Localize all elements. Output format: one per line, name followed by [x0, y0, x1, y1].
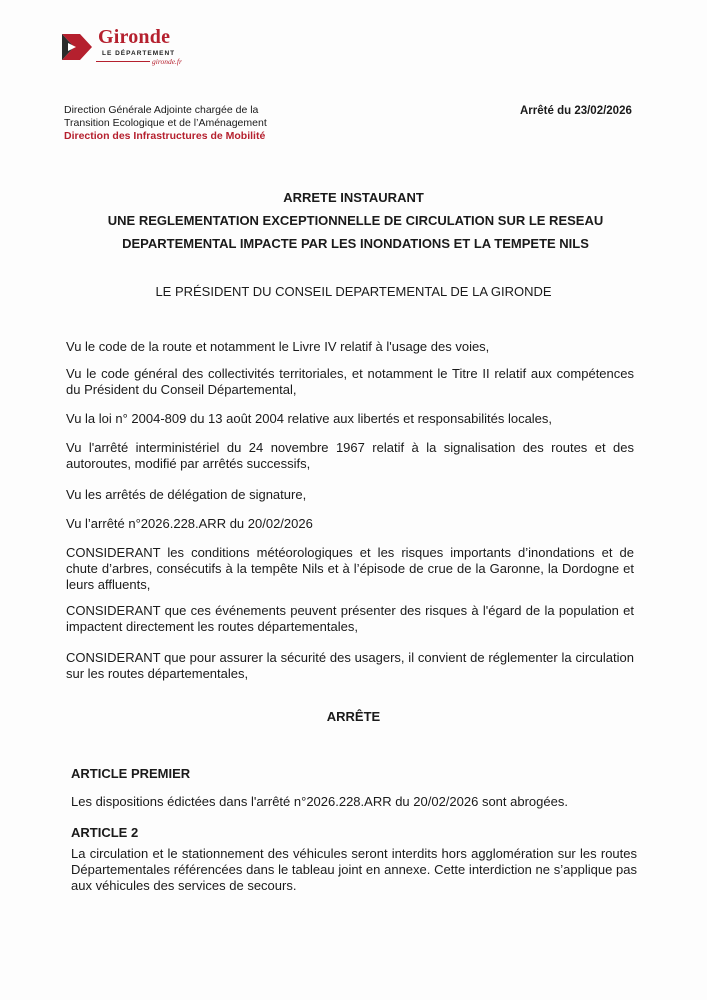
considerant-risques: CONSIDERANT que ces événements peuvent présenter des risques à l'égard de la population et impactent directement les routes départementales, [66, 603, 634, 634]
gironde-emblem-icon [60, 30, 94, 64]
article-2-text: La circulation et le stationnement des véhicules seront interdits hors agglomération sur les routes Départementales référencées dans le tableau joint en annexe. Cette interdiction ne s’applique pas aux véhicules des services de secours. [71, 846, 637, 893]
logo-subtitle: LE DÉPARTEMENT [102, 50, 176, 57]
visa-arrete-2026: Vu l’arrêté n°2026.228.ARR du 20/02/2026 [66, 516, 313, 531]
title-line-3: DEPARTEMENTAL IMPACTE PAR LES INONDATIONS ET LA TEMPETE NILS [122, 236, 589, 251]
article-1-heading: ARTICLE PREMIER [71, 766, 191, 781]
logo-divider [96, 61, 150, 62]
arrete-date: Arrêté du 23/02/2026 [520, 105, 632, 117]
article-2-heading: ARTICLE 2 [71, 825, 139, 840]
president-heading: LE PRÉSIDENT DU CONSEIL DEPARTEMENTAL DE LA GIRONDE [155, 284, 552, 299]
article-1-text: Les dispositions édictées dans l'arrêté n°2026.228.ARR du 20/02/2026 sont abrogées. [71, 794, 568, 809]
direction-infrastructures: Direction des Infrastructures de Mobilité [64, 130, 266, 142]
visa-code-route: Vu le code de la route et notamment le Livre IV relatif à l'usage des voies, [66, 339, 490, 354]
visa-loi-2004: Vu la loi n° 2004-809 du 13 août 2004 relative aux libertés et responsabilités locales, [66, 411, 553, 426]
direction-line-1: Direction Générale Adjointe chargée de la [64, 104, 259, 116]
considerant-securite: CONSIDERANT que pour assurer la sécurité des usagers, il convient de réglementer la circulation sur les routes départementales, [66, 650, 634, 681]
issuing-direction [64, 104, 324, 143]
visa-delegation: Vu les arrêtés de délégation de signature, [66, 487, 307, 502]
visa-arrete-1967: Vu l'arrêté interministériel du 24 novembre 1967 relatif à la signalisation des routes et des autoroutes, modifié par arrêtés successifs, [66, 440, 634, 471]
title-line-1: ARRETE INSTAURANT [283, 190, 424, 205]
considerant-meteo: CONSIDERANT les conditions météorologiques et les risques importants d’inondations et de chute d’arbres, consécutifs à la tempête Nils et à l’épisode de crue de la Garonne, la Dordogne et leurs affluents, [66, 545, 634, 592]
logo-name: Gironde [98, 26, 171, 48]
visa-cgct: Vu le code général des collectivités territoriales, et notamment le Titre II relatif aux compétences du Président du Conseil Départemental, [66, 366, 634, 397]
arrete-heading: ARRÊTE [326, 709, 381, 724]
logo-website: gironde.fr [152, 57, 182, 66]
gironde-logo [60, 28, 190, 70]
title-line-2: UNE REGLEMENTATION EXCEPTIONNELLE DE CIRCULATION SUR LE RESEAU [107, 213, 604, 228]
direction-line-2: Transition Ecologique et de l’Aménagement [64, 117, 267, 129]
